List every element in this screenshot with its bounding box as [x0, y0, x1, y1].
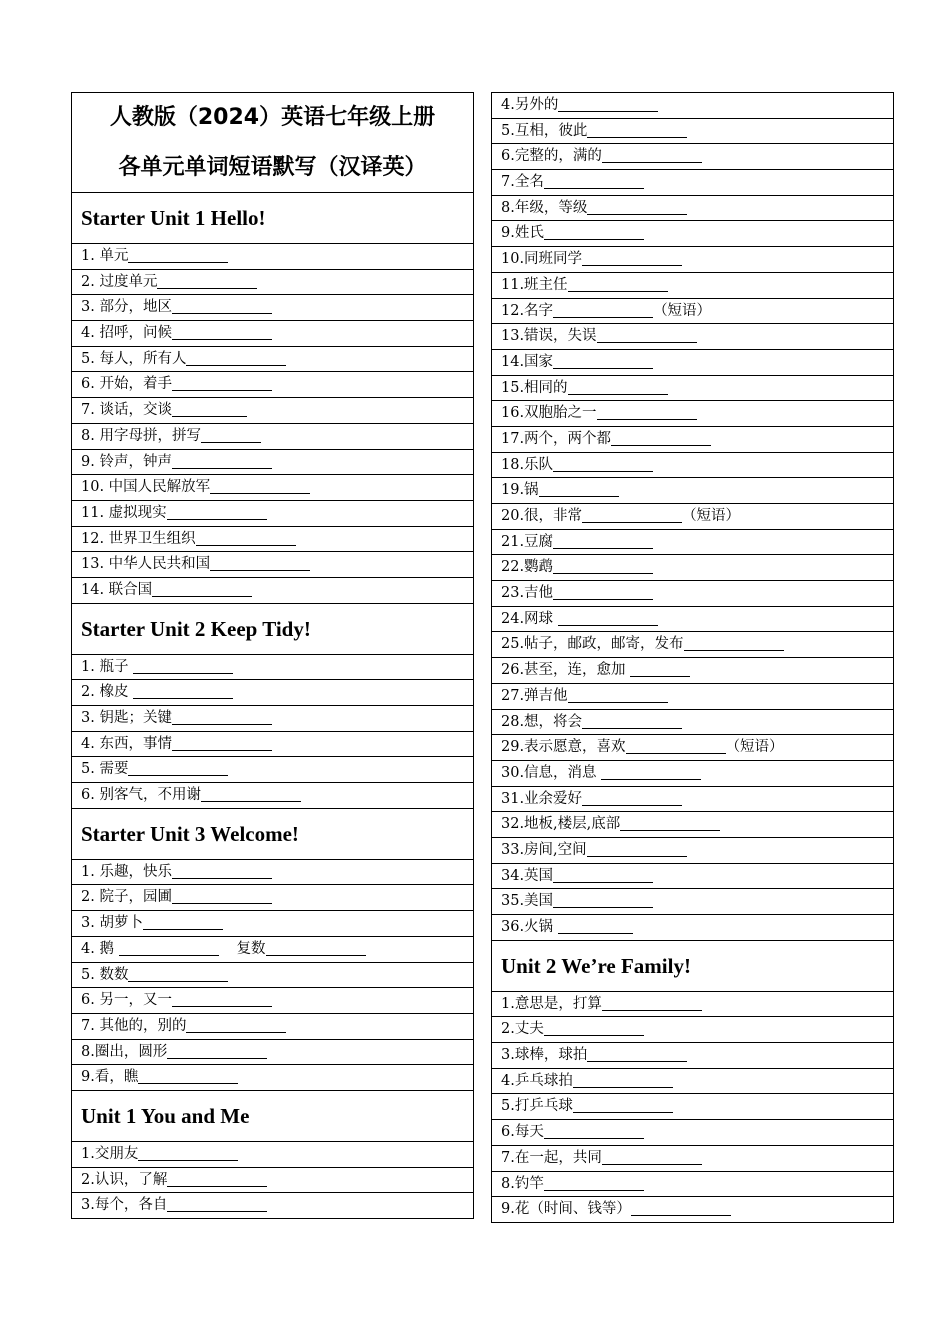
list-item[interactable]: 1. 乐趣，快乐	[72, 860, 473, 886]
list-item[interactable]: 20.很，非常 （短语）	[492, 504, 893, 530]
list-item[interactable]: 6. 开始，着手	[72, 372, 473, 398]
list-item[interactable]: 7. 谈话，交谈	[72, 398, 473, 424]
list-item[interactable]: 4. 招呼，问候	[72, 321, 473, 347]
list-item[interactable]: 9.花（时间、钱等）	[492, 1197, 893, 1223]
list-item[interactable]: 8. 用字母拼，拼写	[72, 424, 473, 450]
section-heading-unit-2: Unit 2 We’re Family!	[492, 941, 893, 992]
list-item[interactable]: 3. 钥匙；关键	[72, 706, 473, 732]
list-item[interactable]: 9. 铃声，钟声	[72, 450, 473, 476]
list-item[interactable]: 11. 虚拟现实	[72, 501, 473, 527]
list-item[interactable]: 4.另外的	[492, 93, 893, 119]
list-item[interactable]: 35.美国	[492, 889, 893, 915]
list-item[interactable]: 1.交朋友	[72, 1142, 473, 1168]
page-title: 人教版（2024）英语七年级上册	[109, 104, 436, 130]
list-item[interactable]: 6.完整的，满的	[492, 144, 893, 170]
list-item[interactable]: 7. 其他的，别的	[72, 1014, 473, 1040]
list-item[interactable]: 13.错误，失误	[492, 324, 893, 350]
list-item[interactable]: 5.打乒乓球	[492, 1094, 893, 1120]
list-item[interactable]: 9.姓氏	[492, 221, 893, 247]
list-item[interactable]: 2.丈夫	[492, 1017, 893, 1043]
list-item[interactable]: 16.双胞胎之一	[492, 401, 893, 427]
page-subtitle: 各单元单词短语默写（汉译英）	[118, 154, 427, 180]
list-item[interactable]: 31.业余爱好	[492, 787, 893, 813]
list-item[interactable]: 27.弹吉他	[492, 684, 893, 710]
list-item[interactable]: 8.年级，等级	[492, 196, 893, 222]
list-item[interactable]: 2. 过度单元	[72, 270, 473, 296]
list-item[interactable]: 14.国家	[492, 350, 893, 376]
list-item[interactable]: 32.地板,楼层,底部	[492, 812, 893, 838]
list-item[interactable]: 19.锅	[492, 478, 893, 504]
list-item[interactable]: 1. 单元	[72, 244, 473, 270]
list-item[interactable]: 29.表示愿意，喜欢 （短语）	[492, 735, 893, 761]
section-heading-unit-1: Unit 1 You and Me	[72, 1091, 473, 1142]
list-item[interactable]: 3. 胡萝卜	[72, 911, 473, 937]
list-item[interactable]: 6. 另一，又一	[72, 988, 473, 1014]
list-item[interactable]: 7.在一起，共同	[492, 1146, 893, 1172]
list-item[interactable]: 1. 瓶子	[72, 655, 473, 681]
list-item[interactable]: 33.房间,空间	[492, 838, 893, 864]
list-item[interactable]: 36.火锅	[492, 915, 893, 941]
list-item[interactable]: 14. 联合国	[72, 578, 473, 604]
list-item[interactable]: 10. 中国人民解放军	[72, 475, 473, 501]
list-item[interactable]: 15.相同的	[492, 376, 893, 402]
list-item[interactable]: 22.鹦鹉	[492, 555, 893, 581]
list-item[interactable]: 28.想，将会	[492, 710, 893, 736]
list-item[interactable]: 5. 需要	[72, 757, 473, 783]
list-item[interactable]: 18.乐队	[492, 453, 893, 479]
list-item[interactable]: 30.信息，消息	[492, 761, 893, 787]
section-heading-starter-2: Starter Unit 2 Keep Tidy!	[72, 604, 473, 655]
list-item[interactable]: 21.豆腐	[492, 530, 893, 556]
list-item[interactable]: 3.球棒，球拍	[492, 1043, 893, 1069]
phrase-note: （短语）	[725, 739, 784, 756]
phrase-note: （短语）	[682, 508, 741, 524]
list-item[interactable]: 24.网球	[492, 607, 893, 633]
list-item[interactable]: 23.吉他	[492, 581, 893, 607]
list-item[interactable]: 3.每个，各自	[72, 1193, 473, 1219]
list-item[interactable]: 2.认识，了解	[72, 1168, 473, 1194]
list-item[interactable]: 10.同班同学	[492, 247, 893, 273]
list-item[interactable]: 13. 中华人民共和国	[72, 552, 473, 578]
list-item[interactable]: 12. 世界卫生组织	[72, 527, 473, 553]
phrase-note: （短语）	[653, 302, 712, 319]
list-item[interactable]: 4.乒乓球拍	[492, 1069, 893, 1095]
list-item[interactable]: 5.互相，彼此	[492, 119, 893, 145]
list-item[interactable]: 34.英国	[492, 864, 893, 890]
list-item[interactable]: 4. 鹅 复数	[72, 937, 473, 963]
list-item[interactable]: 7.全名	[492, 170, 893, 196]
list-item[interactable]: 8.圈出，圆形	[72, 1040, 473, 1066]
list-item[interactable]: 3. 部分，地区	[72, 295, 473, 321]
left-column	[71, 92, 474, 1219]
list-item[interactable]: 12.名字 （短语）	[492, 299, 893, 325]
list-item[interactable]: 26.甚至，连，愈加	[492, 658, 893, 684]
list-item[interactable]: 17.两个，两个都	[492, 427, 893, 453]
list-item[interactable]: 5. 数数	[72, 963, 473, 989]
list-item[interactable]: 11.班主任	[492, 273, 893, 299]
section-heading-starter-3: Starter Unit 3 Welcome!	[72, 809, 473, 860]
list-item[interactable]: 8.钓竿	[492, 1172, 893, 1198]
list-item[interactable]: 9.看，瞧	[72, 1065, 473, 1091]
list-item[interactable]: 1.意思是，打算	[492, 992, 893, 1018]
title-block	[72, 93, 473, 193]
list-item[interactable]: 4. 东西，事情	[72, 732, 473, 758]
right-column	[491, 92, 894, 1223]
plural-label: 复数	[236, 940, 266, 957]
list-item[interactable]: 6.每天	[492, 1120, 893, 1146]
section-heading-starter-1: Starter Unit 1 Hello!	[72, 193, 473, 244]
list-item[interactable]: 2. 橡皮	[72, 680, 473, 706]
list-item[interactable]: 6. 别客气，不用谢	[72, 783, 473, 809]
list-item[interactable]: 2. 院子，园圃	[72, 885, 473, 911]
list-item[interactable]: 25.帖子，邮政，邮寄，发布	[492, 632, 893, 658]
list-item[interactable]: 5. 每人，所有人	[72, 347, 473, 373]
